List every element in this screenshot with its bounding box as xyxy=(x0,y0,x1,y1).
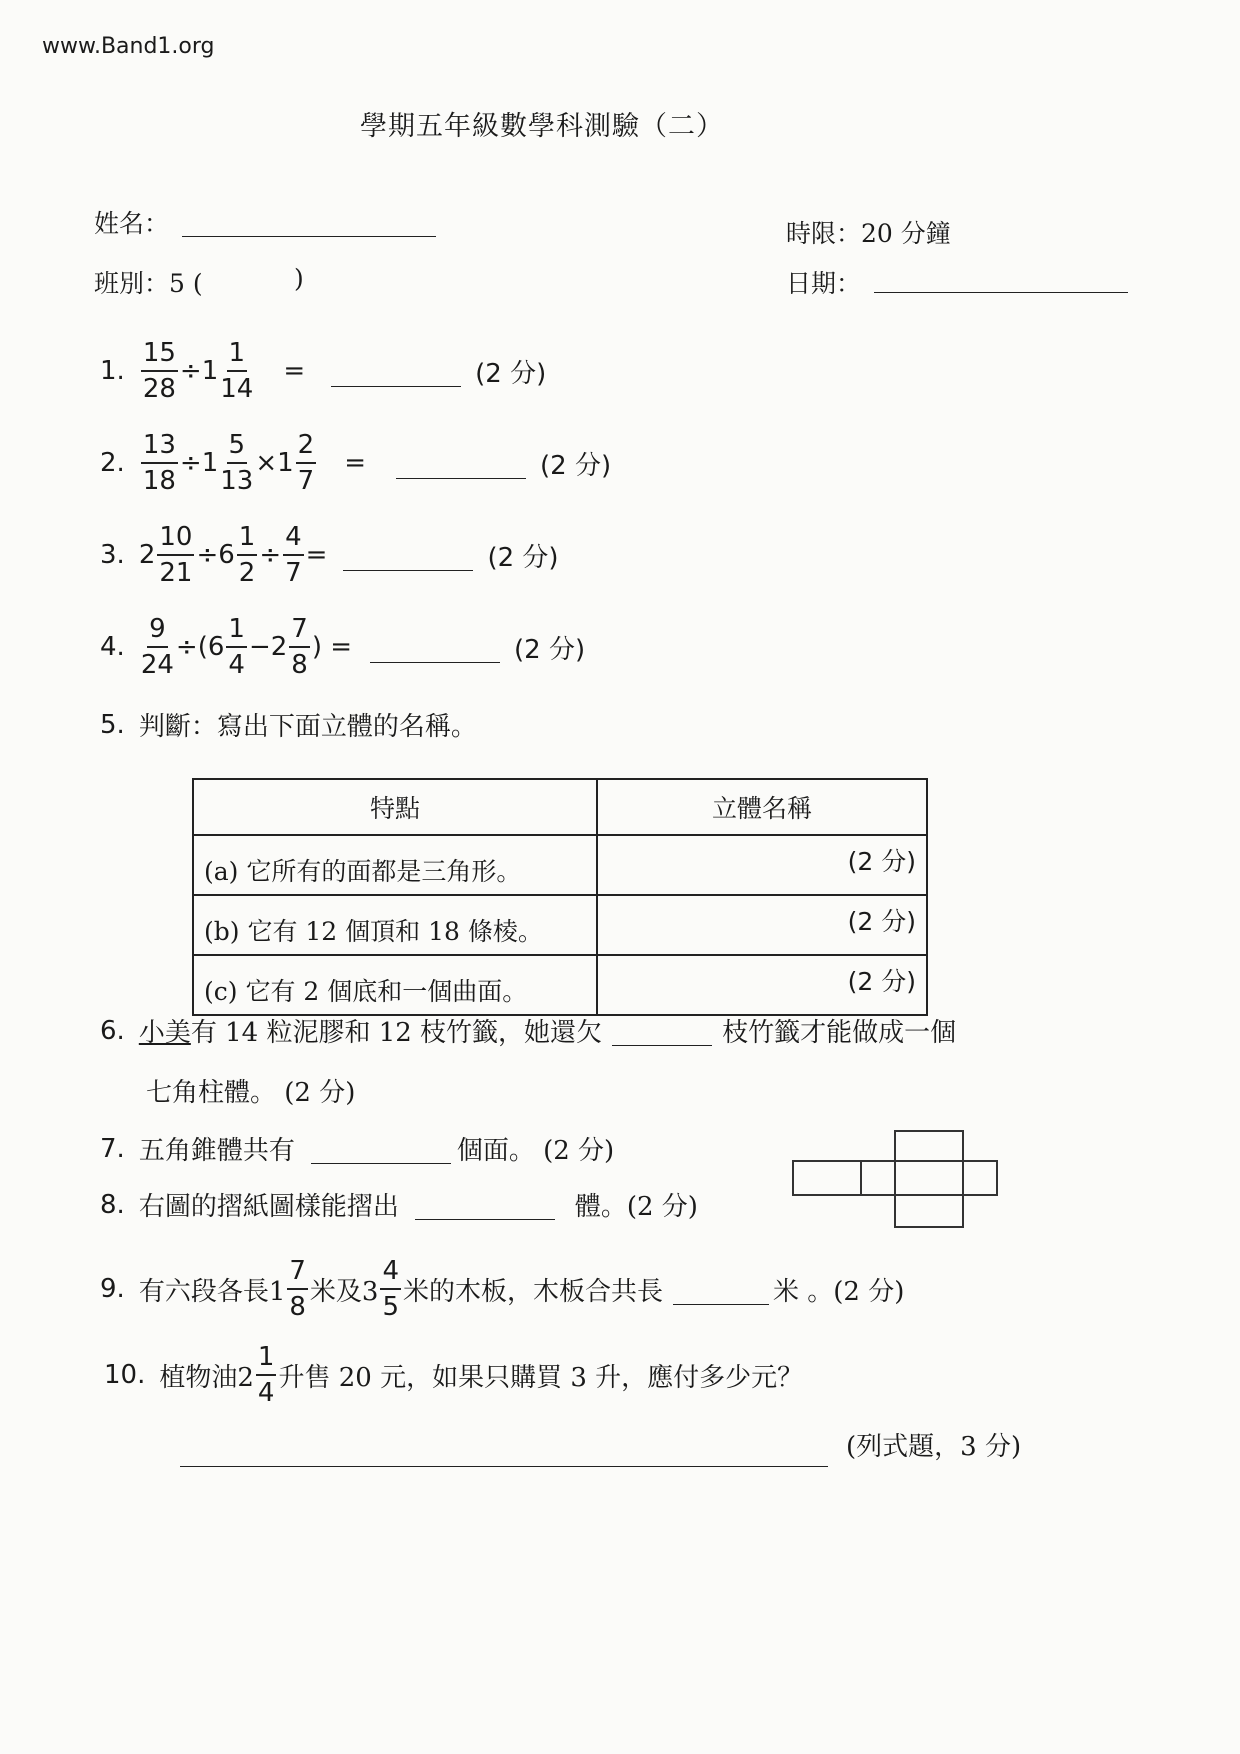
site-url: www.Band1.org xyxy=(42,34,215,59)
operator: ÷1 xyxy=(179,448,219,478)
answer-blank[interactable] xyxy=(396,448,526,479)
question-number: 2. xyxy=(100,448,125,478)
question-text: 七角柱體。 (2 分) xyxy=(146,1078,356,1108)
numerator: 9 xyxy=(147,612,168,648)
fraction xyxy=(226,612,247,682)
question-text: 有六段各長1 xyxy=(138,1276,286,1307)
fraction xyxy=(289,612,310,682)
operator: ÷ xyxy=(259,540,282,570)
question-number: 9. xyxy=(100,1274,125,1304)
question-1 xyxy=(100,336,546,406)
denominator: 18 xyxy=(142,466,176,496)
denominator: 8 xyxy=(289,1292,306,1322)
question-text: 有 14 粒泥膠和 12 枝竹籤，她還欠 xyxy=(190,1018,603,1048)
fraction xyxy=(283,520,304,590)
question-number: 4. xyxy=(100,632,125,662)
question-number: 3. xyxy=(100,540,125,570)
numerator: 7 xyxy=(289,612,310,648)
table-row xyxy=(193,955,927,1015)
closing-paren-equals: ) = xyxy=(311,632,353,662)
points: (2 分) xyxy=(514,634,586,665)
numerator: 13 xyxy=(141,428,178,464)
solid-table xyxy=(192,778,928,1016)
question-text: 右圖的摺紙圖樣能摺出 xyxy=(138,1192,399,1222)
person-name: 小美 xyxy=(138,1018,191,1048)
table-row xyxy=(193,835,927,895)
operator: ÷6 xyxy=(196,540,235,570)
question-text: 個面。 (2 分) xyxy=(456,1136,615,1166)
net-face xyxy=(962,1160,998,1196)
class-close: ) xyxy=(294,264,304,293)
question-text: 米的木板，木板合共長 xyxy=(403,1276,664,1307)
fraction xyxy=(220,428,253,498)
q10-points: (列式題，3 分) xyxy=(846,1432,1022,1462)
table-header: 特點 xyxy=(193,779,597,835)
table-cell-answer[interactable]: (2 分) xyxy=(597,955,927,1015)
fraction xyxy=(141,336,178,406)
folding-net-figure xyxy=(792,1130,1002,1260)
operator: ÷1 xyxy=(179,356,219,386)
question-number: 10. xyxy=(104,1360,146,1390)
table-cell-answer[interactable]: (2 分) xyxy=(597,895,927,955)
fraction xyxy=(237,520,258,590)
denominator: 7 xyxy=(285,558,302,588)
question-number: 8. xyxy=(100,1189,125,1220)
equals-sign: = xyxy=(283,356,306,386)
table-cell-feature: (a) 它所有的面都是三角形。 xyxy=(193,835,597,895)
table-header: 立體名稱 xyxy=(597,779,927,835)
question-text: 米及3 xyxy=(309,1276,379,1307)
numerator: 5 xyxy=(227,428,248,464)
question-10 xyxy=(104,1340,803,1410)
net-face xyxy=(894,1160,964,1196)
question-text: 升售 20 元，如果只購買 3 升，應付多少元？ xyxy=(278,1362,804,1393)
table-cell-answer[interactable]: (2 分) xyxy=(597,835,927,895)
numerator: 1 xyxy=(227,336,248,372)
answer-blank[interactable] xyxy=(311,1133,451,1164)
answer-blank[interactable] xyxy=(370,632,500,663)
question-text: 判斷：寫出下面立體的名稱。 xyxy=(138,712,477,742)
question-text: 枝竹籤才能做成一個 xyxy=(722,1018,957,1048)
answer-blank[interactable] xyxy=(331,356,461,387)
numerator: 4 xyxy=(380,1254,401,1290)
question-9 xyxy=(100,1254,904,1324)
question-2 xyxy=(100,428,611,498)
fraction xyxy=(256,1340,277,1410)
table-cell-feature: (b) 它有 12 個頂和 18 條棱。 xyxy=(193,895,597,955)
denominator: 7 xyxy=(297,466,315,496)
numerator: 1 xyxy=(256,1340,277,1376)
denominator: 13 xyxy=(220,466,254,496)
page-title: 學期五年級數學科測驗（二） xyxy=(360,111,724,142)
table-row xyxy=(193,895,927,955)
question-text: 體。(2 分) xyxy=(574,1192,698,1222)
denominator: 8 xyxy=(291,650,308,680)
question-text: 五角錐體共有 xyxy=(138,1136,295,1166)
fraction xyxy=(141,612,174,682)
operator: ×1 xyxy=(255,448,294,478)
table-cell-feature: (c) 它有 2 個底和一個曲面。 xyxy=(193,955,597,1015)
question-6 xyxy=(100,1012,956,1049)
answer-blank[interactable] xyxy=(415,1189,555,1220)
denominator: 28 xyxy=(142,374,176,404)
question-text: 植物油2 xyxy=(159,1362,254,1393)
date-label: 日期： xyxy=(786,269,862,298)
time-limit: 時限：20 分鐘 xyxy=(786,219,951,248)
numerator: 1 xyxy=(237,520,258,556)
fraction xyxy=(287,1254,308,1324)
numerator: 4 xyxy=(283,520,304,556)
fraction xyxy=(296,428,317,498)
numerator: 15 xyxy=(141,336,178,372)
net-face xyxy=(860,1160,896,1196)
fraction xyxy=(157,520,194,590)
points: (2 分) xyxy=(475,358,547,389)
denominator: 5 xyxy=(382,1292,399,1322)
denominator: 24 xyxy=(140,650,174,680)
question-7 xyxy=(100,1130,614,1167)
fraction xyxy=(141,428,178,498)
question-text: 米 。(2 分) xyxy=(773,1276,905,1307)
numerator: 1 xyxy=(226,612,247,648)
fraction xyxy=(220,336,253,406)
question-4 xyxy=(100,612,585,682)
numerator: 7 xyxy=(287,1254,308,1290)
whole-number: 2 xyxy=(138,540,156,570)
denominator: 21 xyxy=(159,558,193,588)
question-number: 5. xyxy=(100,709,125,740)
net-face xyxy=(792,1160,862,1196)
numerator: 2 xyxy=(296,428,317,464)
question-5 xyxy=(100,706,477,743)
question-8 xyxy=(100,1186,698,1223)
name-blank[interactable] xyxy=(182,236,436,237)
name-label: 姓名： xyxy=(94,209,170,238)
answer-blank[interactable] xyxy=(612,1015,712,1046)
question-number: 7. xyxy=(100,1133,125,1164)
denominator: 2 xyxy=(238,558,256,588)
answer-blank[interactable] xyxy=(673,1274,769,1305)
denominator: 4 xyxy=(257,1378,275,1408)
equals-sign: = xyxy=(344,448,366,478)
class-label: 班別：5 ( xyxy=(94,269,203,298)
denominator: 14 xyxy=(220,374,254,404)
question-number: 6. xyxy=(100,1015,125,1046)
operator: −2 xyxy=(248,632,288,662)
equals-sign: = xyxy=(305,540,328,570)
q10-answer-line[interactable] xyxy=(180,1466,828,1467)
numerator: 10 xyxy=(157,520,194,556)
question-3 xyxy=(100,520,559,590)
answer-blank[interactable] xyxy=(343,540,473,571)
points: (2 分) xyxy=(487,542,559,573)
fraction xyxy=(380,1254,401,1324)
denominator: 4 xyxy=(228,650,245,680)
date-blank[interactable] xyxy=(874,292,1128,293)
question-number: 1. xyxy=(100,356,125,386)
points: (2 分) xyxy=(540,450,612,481)
operator: ÷(6 xyxy=(175,632,225,662)
question-6-continued xyxy=(146,1072,355,1109)
